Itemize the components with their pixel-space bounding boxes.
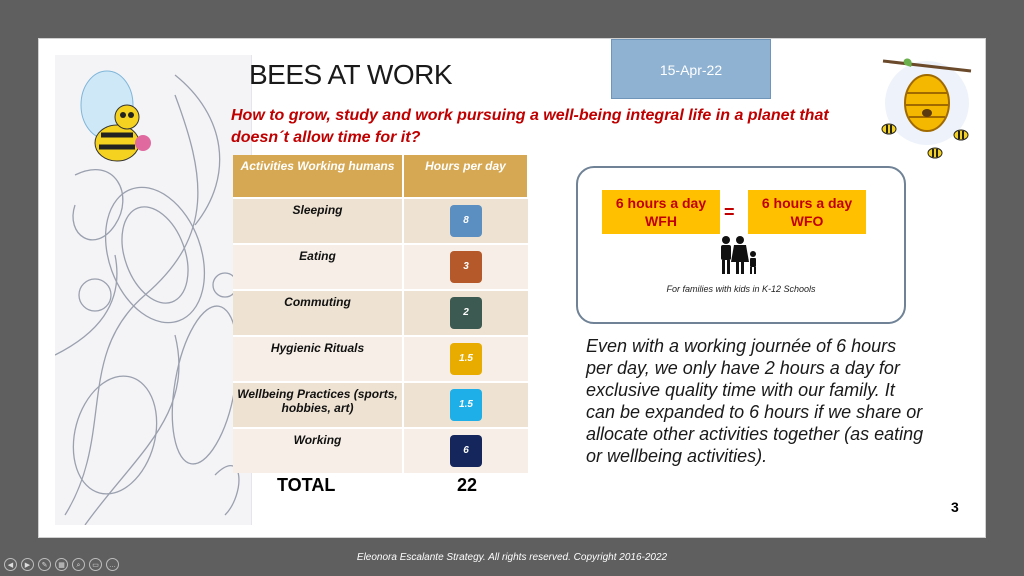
header-activities: Activities Working humans [233,155,403,198]
hours-badge: 8 [450,205,482,237]
wfh-label: WFH [645,213,677,229]
equals-sign: = [724,202,735,222]
activity-cell: Hygienic Rituals [233,336,403,382]
hours-badge: 3 [450,251,482,283]
next-icon[interactable]: ▶ [21,558,34,571]
small-bee-icon [954,130,968,140]
wfo-label: WFO [790,213,824,229]
activity-cell: Working [233,428,403,473]
footer-copyright: Eleonora Escalante Strategy. All rights reserved. Copyright 2016-2022 [356,552,668,563]
date-box [611,39,771,99]
activity-cell: Eating [233,244,403,290]
hours-badge: 1.5 [450,389,482,421]
activity-cell: Wellbeing Practices (sports, hobbies, art) [233,382,403,428]
table-row [233,428,528,473]
date-text: 15-Apr-22 [659,62,723,78]
wfo-box [748,190,866,234]
activity-cell: Sleeping [233,198,403,244]
slide-title: BEES AT WORK [249,59,453,90]
total-label: TOTAL [277,475,336,495]
hours-badge: 2 [450,297,482,329]
hours-badge: 1.5 [450,343,482,375]
slide-subtitle: How to grow, study and work pursuing a well-being integral life in a planet that doesn´t allow time for it? [231,107,829,146]
small-bee-icon [928,148,942,158]
more-icon[interactable]: … [106,558,119,571]
presentation-controls [4,558,119,571]
wfh-box [602,190,720,234]
table-row [233,198,528,244]
floral-pattern-image [55,55,251,525]
table-row [233,336,528,382]
prev-icon[interactable]: ◀ [4,558,17,571]
family-caption: For families with kids in K-12 Schools [666,284,816,294]
pen-icon[interactable]: ✎ [38,558,51,571]
family-card [576,166,906,324]
beehive-illustration [875,53,975,163]
slide [38,38,986,538]
wfo-hours: 6 hours a day [761,195,853,211]
wfh-hours: 6 hours a day [615,195,707,211]
gallery-icon[interactable]: ▦ [55,558,68,571]
activity-cell: Commuting [233,290,403,336]
page-number: 3 [951,499,959,515]
header-hours: Hours per day [403,155,528,198]
total-value: 22 [457,475,478,495]
small-bee-icon [882,124,896,134]
table-row [233,382,528,428]
subtitles-icon[interactable]: ▭ [89,558,102,571]
family-icon [718,234,762,278]
body-paragraph: Even with a working journée of 6 hours per day, we only have 2 hours a day for exclusive quality time with our family. It can be expanded to 6 hours if we share or allocate other activities together (as eating or wellbeing activities). [586,336,924,466]
hours-badge: 6 [450,435,482,467]
table-row [233,244,528,290]
zoom-icon[interactable]: ⌕ [72,558,85,571]
table-header-row [233,155,528,198]
bee-illustration [81,71,151,161]
floral-decoration [55,55,252,525]
activities-table [233,155,529,473]
table-row [233,290,528,336]
